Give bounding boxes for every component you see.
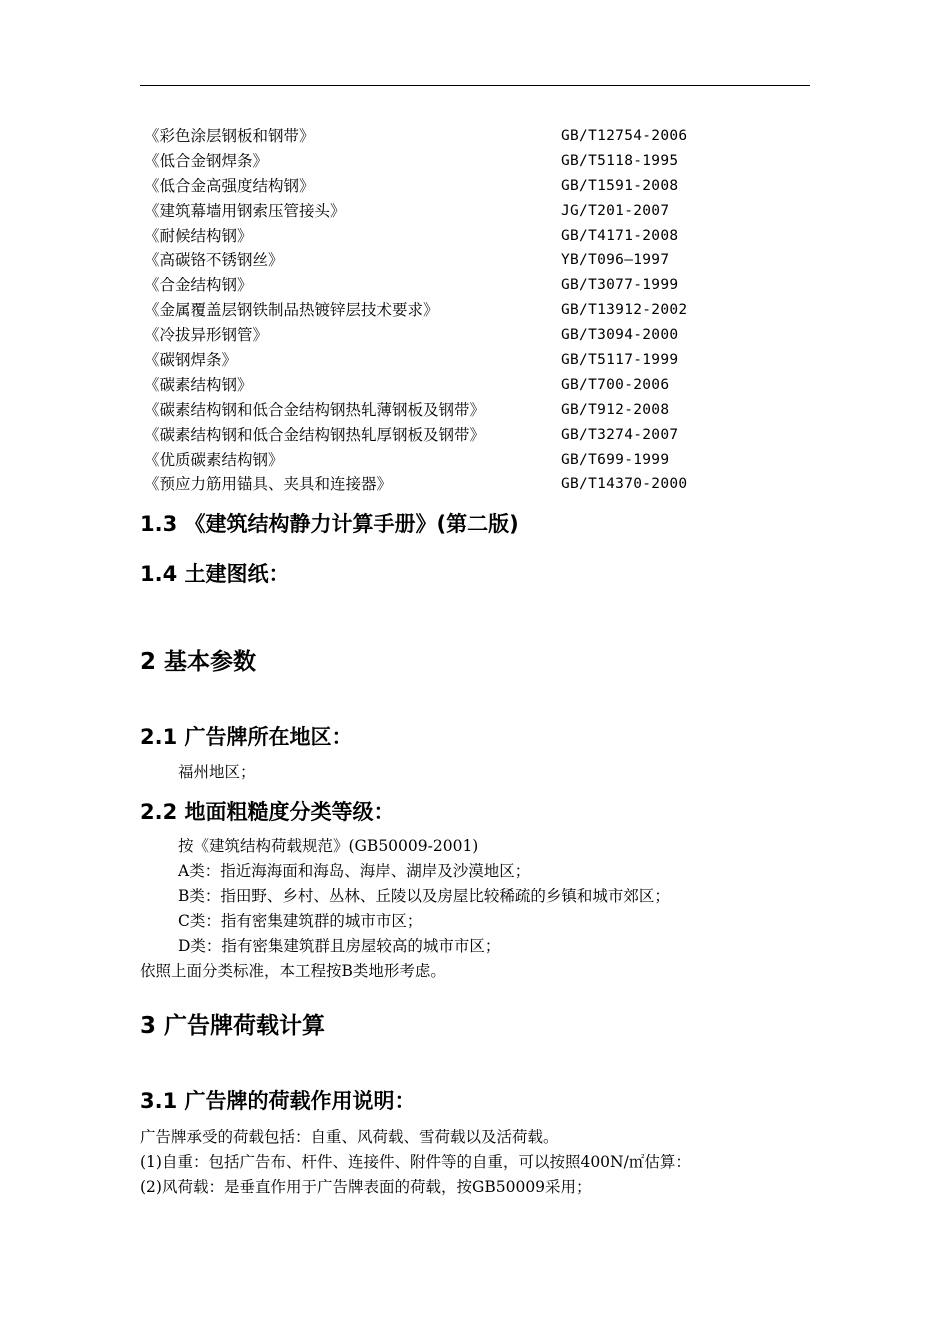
standard-code: GB/T4171-2008 <box>561 227 679 244</box>
standard-name: 《金属覆盖层钢铁制品热镀锌层技术要求》 <box>144 301 439 320</box>
region-text: 福州地区； <box>178 763 256 781</box>
paragraph-line: C类：指有密集建筑群的城市市区； <box>178 912 423 930</box>
paragraph-line: (1)自重：包括广告布、杆件、连接件、附件等的自重，可以按照400N/㎡估算： <box>140 1153 691 1171</box>
standard-name: 《预应力筋用锚具、夹具和连接器》 <box>144 475 393 494</box>
list-item <box>140 298 820 323</box>
standards-list <box>140 124 820 497</box>
standard-name: 《耐候结构钢》 <box>144 226 253 245</box>
standard-code: GB/T3077-1999 <box>561 277 679 294</box>
standard-name: 《低合金高强度结构钢》 <box>144 176 315 195</box>
list-item <box>140 124 820 149</box>
list-item <box>140 248 820 273</box>
list-item <box>140 174 820 199</box>
standard-code: GB/T1591-2008 <box>561 177 679 194</box>
standard-code: GB/T14370-2000 <box>561 476 688 493</box>
standard-code: YB/T096—1997 <box>561 252 670 269</box>
standard-code: GB/T699-1999 <box>561 451 670 468</box>
list-item <box>140 472 820 497</box>
paragraph-line: 广告牌承受的荷载包括：自重、风荷载、雪荷载以及活荷载。 <box>140 1128 559 1146</box>
standard-name: 《合金结构钢》 <box>144 276 253 295</box>
list-item <box>140 149 820 174</box>
list-item <box>140 348 820 373</box>
list-item <box>140 373 820 398</box>
header-rule <box>140 85 810 86</box>
standard-code: GB/T3094-2000 <box>561 327 679 344</box>
section-heading-3: 3 广告牌荷载计算 <box>140 1013 326 1039</box>
list-item <box>140 448 820 473</box>
section-heading-2: 2 基本参数 <box>140 649 257 675</box>
list-item <box>140 423 820 448</box>
standard-code: GB/T5117-1999 <box>561 352 679 369</box>
standard-code: GB/T3274-2007 <box>561 426 679 443</box>
section-heading-2-1: 2.1 广告牌所在地区： <box>140 725 353 749</box>
standard-code: GB/T12754-2006 <box>561 128 688 144</box>
standard-name: 《冷拔异形钢管》 <box>144 326 269 345</box>
standard-name: 《低合金钢焊条》 <box>144 151 269 170</box>
standard-code: JG/T201-2007 <box>561 202 670 219</box>
section-heading-1-4: 1.4 土建图纸： <box>140 562 290 586</box>
list-item <box>140 199 820 224</box>
standard-code: GB/T700-2006 <box>561 376 670 393</box>
list-item <box>140 224 820 249</box>
standard-name: 《优质碳素结构钢》 <box>144 450 284 469</box>
list-item <box>140 273 820 298</box>
paragraph-line: 按《建筑结构荷载规范》(GB50009-2001) <box>178 837 479 855</box>
standard-name: 《碳素结构钢和低合金结构钢热轧厚钢板及钢带》 <box>144 425 486 444</box>
section-heading-1-3: 1.3 《建筑结构静力计算手册》(第二版) <box>140 512 519 536</box>
standard-name: 《碳钢焊条》 <box>144 351 238 370</box>
standard-code: GB/T5118-1995 <box>561 152 679 169</box>
standard-name: 《彩色涂层钢板和钢带》 <box>144 127 315 145</box>
standard-code: GB/T912-2008 <box>561 401 670 418</box>
standard-name: 《碳素结构钢和低合金结构钢热轧薄钢板及钢带》 <box>144 400 486 419</box>
paragraph-line: A类：指近海海面和海岛、海岸、湖岸及沙漠地区； <box>178 862 531 880</box>
section-heading-3-1: 3.1 广告牌的荷载作用说明： <box>140 1089 416 1113</box>
standard-name: 《高碳铬不锈钢丝》 <box>144 251 284 270</box>
standard-code: GB/T13912-2002 <box>561 302 688 319</box>
paragraph-line: 依照上面分类标准，本工程按B类地形考虑。 <box>140 962 446 980</box>
paragraph-line: D类：指有密集建筑群且房屋较高的城市市区； <box>178 937 501 955</box>
section-heading-2-2: 2.2 地面粗糙度分类等级： <box>140 800 395 824</box>
paragraph-line: (2)风荷载：是垂直作用于广告牌表面的荷载，按GB50009采用； <box>140 1178 592 1196</box>
list-item <box>140 398 820 423</box>
standard-name: 《建筑幕墙用钢索压管接头》 <box>144 201 346 220</box>
paragraph-line: B类：指田野、乡村、丛林、丘陵以及房屋比较稀疏的乡镇和城市郊区； <box>178 887 670 905</box>
list-item <box>140 323 820 348</box>
standard-name: 《碳素结构钢》 <box>144 375 253 394</box>
